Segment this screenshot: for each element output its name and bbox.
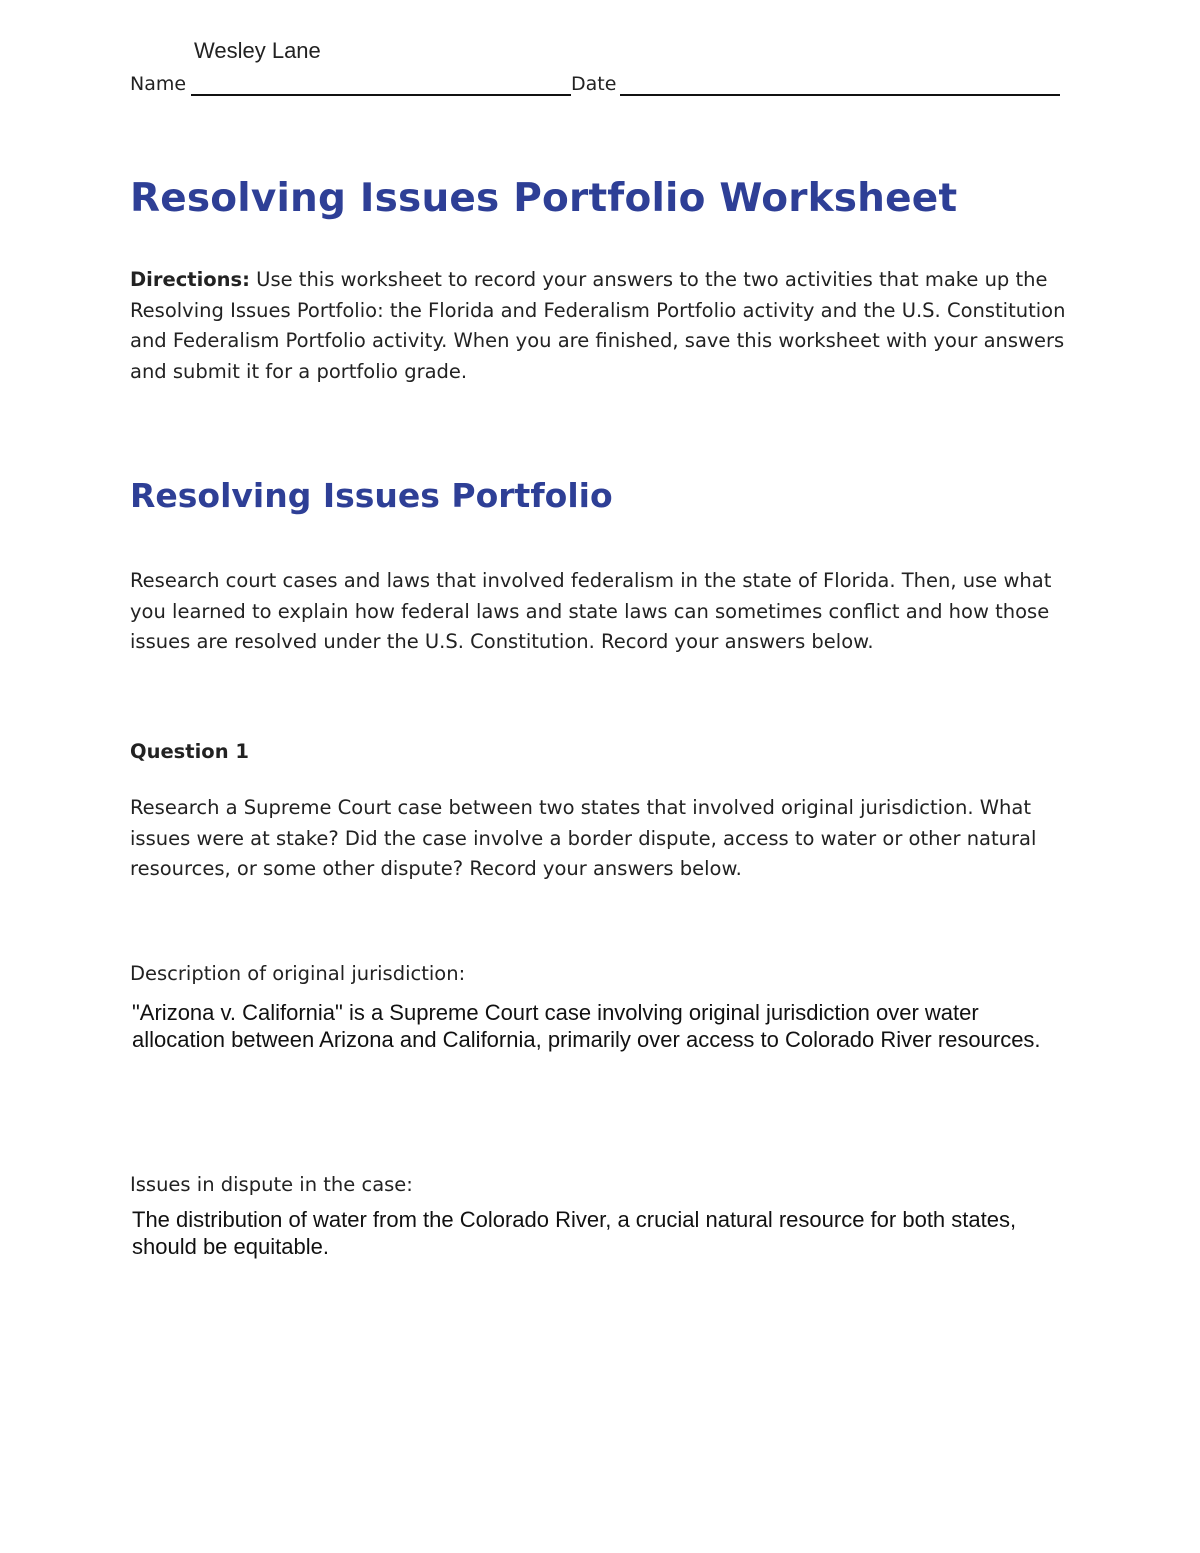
section-title: Resolving Issues Portfolio xyxy=(130,476,613,515)
directions-paragraph xyxy=(130,265,1070,387)
question-1-prompt: Research a Supreme Court case between two states that involved original jurisdiction. What issues were at stake? Did the case involve a border dispute, access to water or other natural resources, or some other dispute? Record your answers below. xyxy=(130,796,1037,880)
section-intro: Research court cases and laws that involved federalism in the state of Florida. Then, use what you learned to explain how federal laws and state laws can sometimes conflict and how those issues are resolved under the U.S. Constitution. Record your answers below. xyxy=(130,569,1052,653)
original-jurisdiction-answer[interactable]: "Arizona v. California" is a Supreme Court case involving original jurisdiction over water allocation between Arizona and California, primarily over access to Colorado River resources. xyxy=(132,1000,1041,1052)
student-name: Wesley Lane xyxy=(194,38,321,63)
name-date-row xyxy=(130,70,1060,100)
directions-lead: Directions: xyxy=(130,268,250,291)
question-1-heading: Question 1 xyxy=(130,740,249,763)
document-title: Resolving Issues Portfolio Worksheet xyxy=(130,176,958,221)
date-underline xyxy=(620,94,1060,96)
original-jurisdiction-label: Description of original jurisdiction: xyxy=(130,962,466,985)
issues-in-dispute-label: Issues in dispute in the case: xyxy=(130,1173,413,1196)
date-label: Date xyxy=(571,73,617,95)
issues-in-dispute-answer[interactable]: The distribution of water from the Colorado River, a crucial natural resource for both states, should be equitable. xyxy=(132,1207,1017,1259)
directions-text: Use this worksheet to record your answers to the two activities that make up the Resolving Issues Portfolio: the Florida and Federalism Portfolio activity and the U.S. Constitution and Federalism Portfolio activity. When you are finished, save this worksheet with your answers and submit it for a portfolio grade. xyxy=(130,268,1066,383)
name-underline xyxy=(191,94,571,96)
name-label: Name xyxy=(130,73,187,95)
